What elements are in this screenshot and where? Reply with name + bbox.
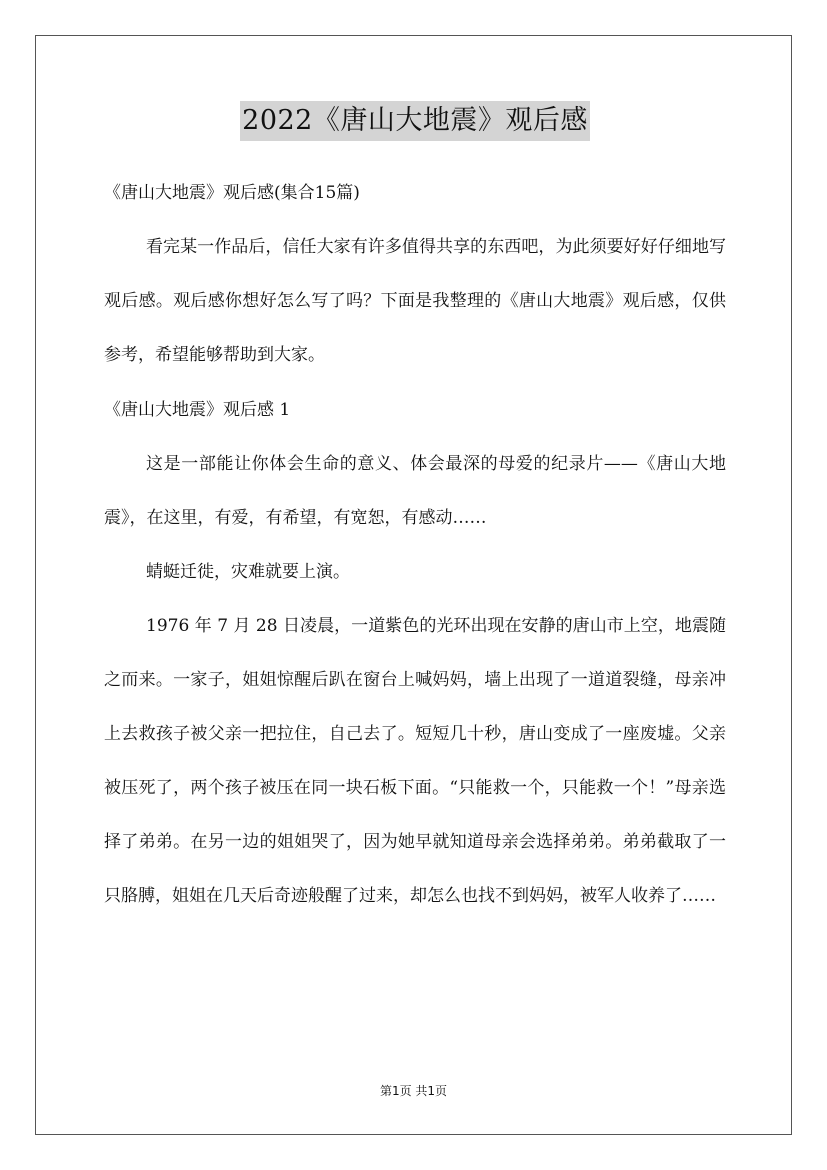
body-paragraph-2: 蜻蜓迁徙，灾难就要上演。 [146,562,350,582]
title-container [104,101,726,141]
document-subtitle: 《唐山大地震》观后感(集合15篇) [104,183,360,203]
document-title[interactable]: 2022《唐山大地震》观后感 [240,101,590,141]
section-heading: 《唐山大地震》观后感 1 [104,400,291,420]
body-paragraph-1: 这是一部能让你体会生命的意义、体会最深的母爱的纪录片——《唐山大地震》，在这里，有爱，有希望，有宽恕，有感动…… [104,454,726,528]
intro-paragraph: 看完某一作品后，信任大家有许多值得共享的东西吧，为此须要好好仔细地写观后感。观后感你想好怎么写了吗？下面是我整理的《唐山大地震》观后感，仅供参考，希望能够帮助到大家。 [104,237,726,365]
body-paragraph-3: 1976 年 7 月 28 日凌晨，一道紫色的光环出现在安静的唐山市上空，地震随之而来。一家子，姐姐惊醒后趴在窗台上喊妈妈，墙上出现了一道道裂缝，母亲冲上去救孩子被父亲一把拉住，自己去了。短短几十秒，唐山变成了一座废墟。父亲被压死了，两个孩子被压在同一块石板下面。“只能救一个，只能救一个！”母亲选择了弟弟。在另一边的姐姐哭了，因为她早就知道母亲会选择弟弟。弟弟截取了一只胳膊，姐姐在几天后奇迹般醒了过来，却怎么也找不到妈妈，被军人收养了…… [104,616,726,906]
page-footer: 第1页 共1页 [379,1084,448,1098]
